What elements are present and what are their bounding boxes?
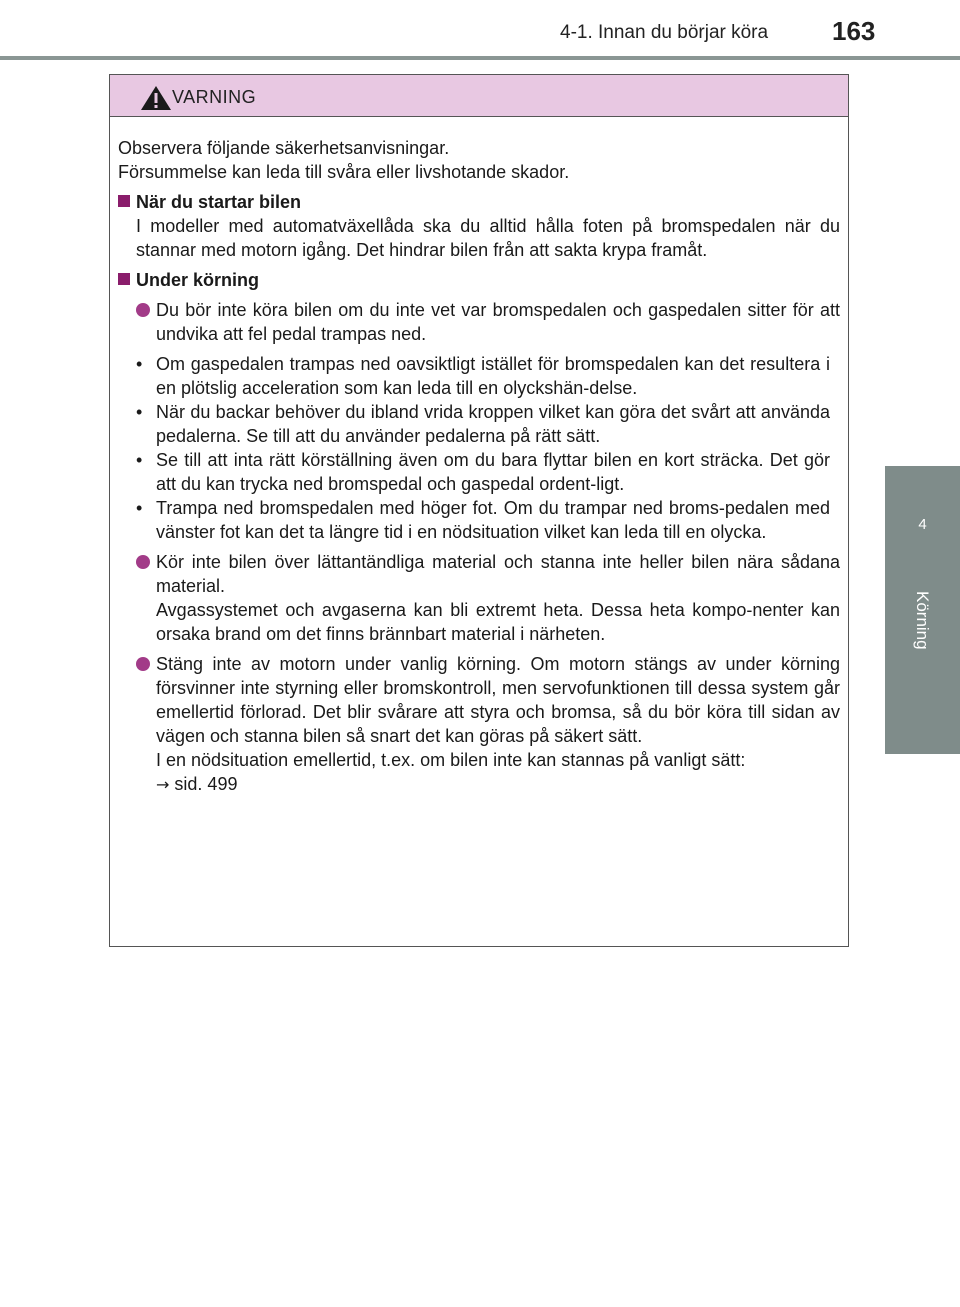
warning-triangle-icon — [140, 85, 172, 111]
intro-line-2: Försummelse kan leda till svåra eller livshotande skador. — [118, 162, 570, 182]
intro-line-1: Observera följande säkerhetsanvisningar. — [118, 138, 450, 158]
warning-content — [118, 136, 840, 797]
side-tab-number: 4 — [918, 516, 927, 533]
warning-box — [109, 74, 849, 947]
warning-header — [110, 75, 848, 117]
list-item-text: Du bör inte köra bilen om du inte vet var bromspedalen och gaspedalen sitter för att undvika att fel pedal trampas ned. — [156, 300, 840, 344]
list-item — [136, 652, 840, 797]
page-reference[interactable] — [156, 772, 840, 797]
square-bullet-icon — [118, 273, 130, 285]
circle-bullet-icon — [136, 303, 150, 317]
sub-bullet-list — [118, 352, 840, 544]
side-tab-label: Körning — [913, 591, 932, 650]
sub-bullet-item: • Om gaspedalen trampas ned oavsiktligt istället för bromspedalen kan det resultera i en plötslig acceleration som kan leda till en olyckshän-delse. — [136, 354, 830, 398]
section-heading-starting — [118, 190, 840, 214]
header-divider — [0, 56, 960, 60]
list-item — [136, 550, 840, 646]
list-item-paragraph: I en nödsituation emellertid, t.ex. om bilen inte kan stannas på vanligt sätt: — [156, 750, 746, 770]
chapter-side-tab[interactable] — [885, 466, 960, 754]
circle-bullet-icon — [136, 555, 150, 569]
list-item-paragraph: Stäng inte av motorn under vanlig körning. Om motorn stängs av under körning försvinner inte styrning eller bromskontroll, men servofunktionen till dessa system går emellertid förlorad. Det blir svårare att styra och bromsa, så du bör köra till sidan av vägen och stanna bilen så snart det kan göras på säkert sätt. — [156, 654, 840, 746]
chapter-title: 4-1. Innan du börjar köra — [560, 22, 769, 43]
sub-bullet-item: • Se till att inta rätt körställning även om du bara flyttar bilen en kort sträcka. Det gör att du kan trycka ned bromspedal och gaspedal ordent-ligt. — [136, 450, 830, 494]
section-heading-text: Under körning — [136, 270, 260, 290]
arrow-right-icon: → — [156, 775, 170, 794]
square-bullet-icon — [118, 195, 130, 207]
list-item-paragraph: Avgassystemet och avgaserna kan bli extremt heta. Dessa heta kompo-nenter kan orsaka brand om det finns brännbart material i närheten. — [156, 600, 840, 644]
list-item — [136, 298, 840, 346]
list-item-paragraph: Kör inte bilen över lättantändliga material och stanna inte heller bilen nära sådana material. — [156, 552, 840, 596]
section-text-starting: I modeller med automatväxellåda ska du alltid hålla foten på bromspedalen när du stannar med motorn igång. Det hindrar bilen från att sakta krypa framåt. — [136, 216, 840, 260]
sub-bullet-item: • Trampa ned bromspedalen med höger fot. Om du trampar ned broms-pedalen med vänster fot kan det ta längre tid i en nödsituation vilket kan leda till en olycka. — [136, 498, 830, 542]
section-heading-text: När du startar bilen — [136, 192, 302, 212]
page-number: 163 — [832, 16, 876, 46]
circle-bullet-icon — [136, 657, 150, 671]
page-reference-link[interactable]: sid. 499 — [174, 774, 238, 794]
sub-bullet-item: • När du backar behöver du ibland vrida kroppen vilket kan göra det svårt att använda pedalerna. Se till att du använder pedalerna på rätt sätt. — [136, 402, 830, 446]
list-item-text — [156, 550, 840, 646]
section-heading-driving — [118, 268, 840, 292]
list-item-text — [156, 652, 840, 797]
warning-title: VARNING — [172, 87, 257, 107]
